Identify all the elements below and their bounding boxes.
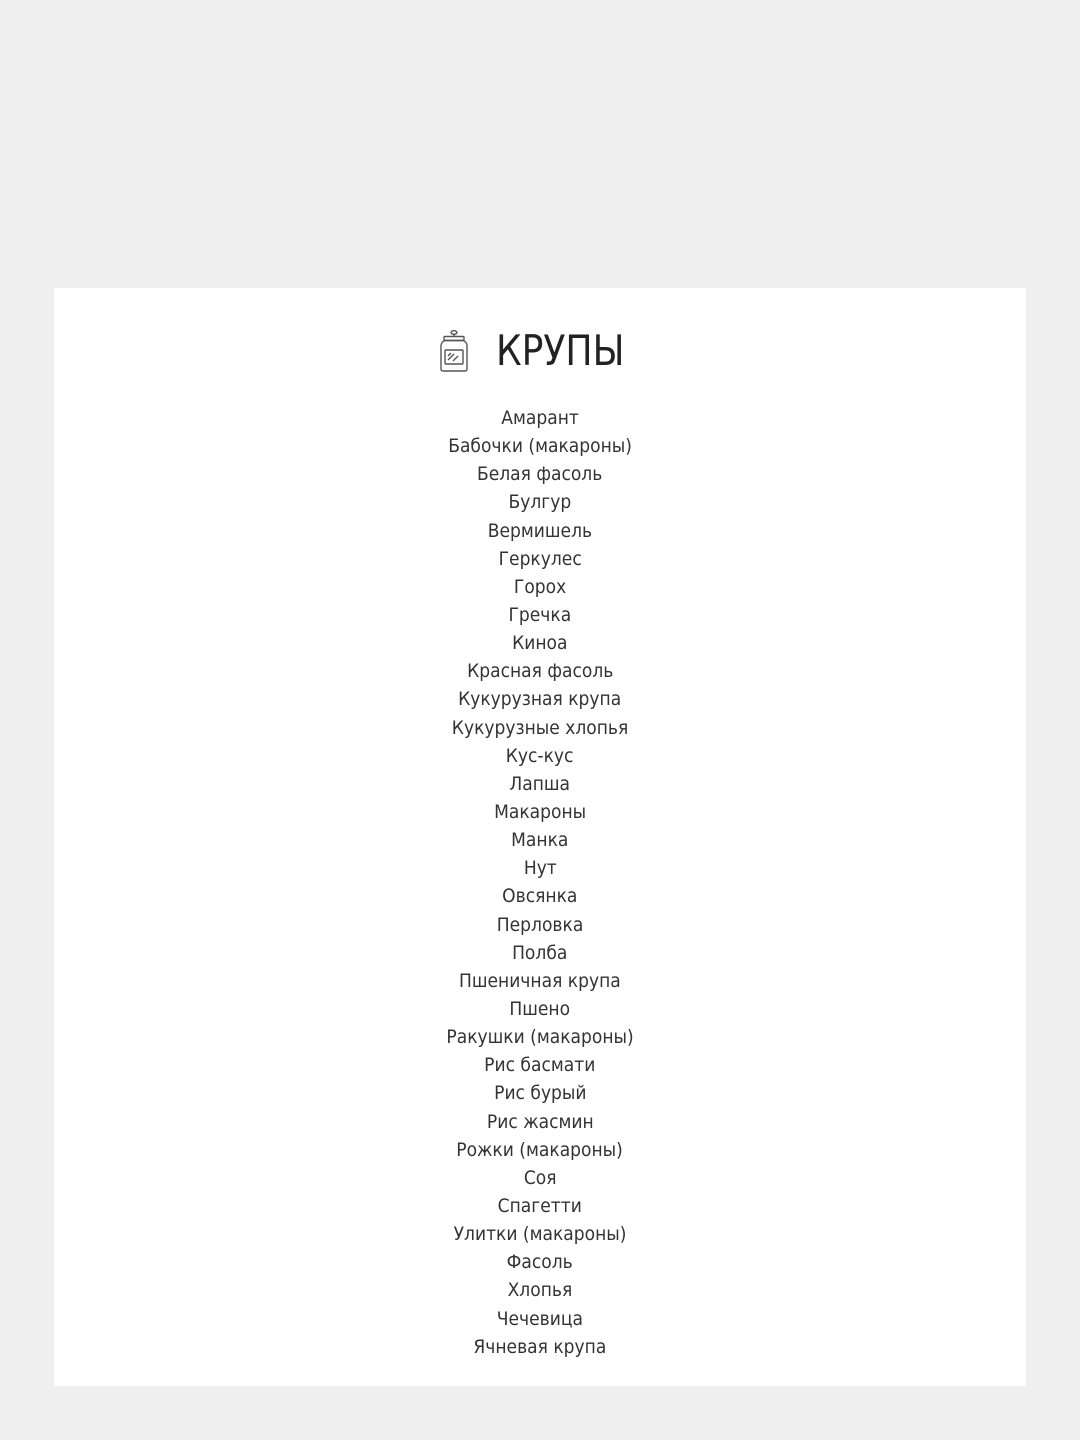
- list-item-label: Рожки (макароны): [456, 1138, 624, 1161]
- list-item: [54, 1108, 1026, 1136]
- list-item-label: Лапша: [509, 772, 571, 795]
- list-item-label: Рис бурый: [493, 1082, 587, 1105]
- list-item: [54, 657, 1026, 685]
- list-item: [54, 1276, 1026, 1304]
- list-item: [54, 1164, 1026, 1192]
- list-item-label: Пшено: [509, 997, 571, 1020]
- list-item: [54, 854, 1026, 882]
- list-item-label: Булгур: [508, 491, 572, 514]
- list-item: [54, 1248, 1026, 1276]
- list-item-label: Кус-кус: [506, 744, 574, 767]
- list-item: [54, 714, 1026, 742]
- list-item: [54, 1023, 1026, 1051]
- list-item: [54, 545, 1026, 573]
- list-item-label: Кукурузная крупа: [458, 688, 622, 711]
- list-item: [54, 798, 1026, 826]
- list-item-label: Хлопья: [507, 1279, 573, 1302]
- list-item-label: Красная фасоль: [466, 660, 614, 683]
- list-item-label: Манка: [511, 829, 569, 852]
- list-item-label: Перловка: [496, 913, 584, 936]
- list-item-label: Полба: [512, 941, 568, 964]
- list-item-label: Макароны: [493, 800, 587, 823]
- list-item-label: Ракушки (макароны): [446, 1026, 634, 1049]
- list-item: [54, 1051, 1026, 1079]
- list-item: [54, 882, 1026, 910]
- list-item-label: Геркулес: [498, 547, 582, 570]
- list-item: [54, 404, 1026, 432]
- page-title: КРУПЫ: [496, 326, 625, 375]
- list-item-label: Рис басмати: [484, 1054, 596, 1077]
- list-item-label: Горох: [513, 575, 567, 598]
- list-item-label: Кукурузные хлопья: [451, 716, 629, 739]
- list-item: [54, 517, 1026, 545]
- list-item: [54, 1079, 1026, 1107]
- list-item: [54, 939, 1026, 967]
- list-item: [54, 826, 1026, 854]
- jar-icon: [438, 329, 470, 373]
- list-item: [54, 601, 1026, 629]
- list-item-label: Ячневая крупа: [473, 1335, 607, 1358]
- list-item-label: Нут: [523, 857, 557, 880]
- list-item: [54, 770, 1026, 798]
- label-card: [54, 288, 1026, 1386]
- list-item-label: Амарант: [501, 407, 579, 429]
- list-item-label: Соя: [523, 1166, 557, 1189]
- list-item: [54, 1136, 1026, 1164]
- list-item: [54, 685, 1026, 713]
- grain-list: [54, 404, 1026, 1361]
- list-item: [54, 742, 1026, 770]
- list-item-label: Улитки (макароны): [453, 1223, 627, 1246]
- list-item-label: Пшеничная крупа: [459, 969, 621, 992]
- list-item-label: Овсянка: [502, 885, 578, 908]
- list-item: [54, 911, 1026, 939]
- list-item-label: Рис жасмин: [486, 1110, 594, 1133]
- list-item-label: Чечевица: [496, 1307, 584, 1330]
- list-item: [54, 432, 1026, 460]
- list-item-label: Вермишель: [487, 519, 593, 542]
- list-item: [54, 967, 1026, 995]
- list-item-label: Киноа: [512, 632, 568, 655]
- list-item-label: Гречка: [508, 603, 572, 626]
- list-item: [54, 460, 1026, 488]
- list-item: [54, 1333, 1026, 1361]
- list-item: [54, 573, 1026, 601]
- list-item-label: Белая фасоль: [477, 463, 603, 486]
- list-item: [54, 629, 1026, 657]
- list-item-label: Спагетти: [497, 1194, 583, 1217]
- list-item: [54, 488, 1026, 516]
- list-item: [54, 1192, 1026, 1220]
- list-item-label: Бабочки (макароны): [448, 435, 632, 458]
- header: [54, 328, 1026, 374]
- list-item: [54, 1305, 1026, 1333]
- list-item: [54, 1220, 1026, 1248]
- list-item: [54, 995, 1026, 1023]
- list-item-label: Фасоль: [506, 1251, 574, 1274]
